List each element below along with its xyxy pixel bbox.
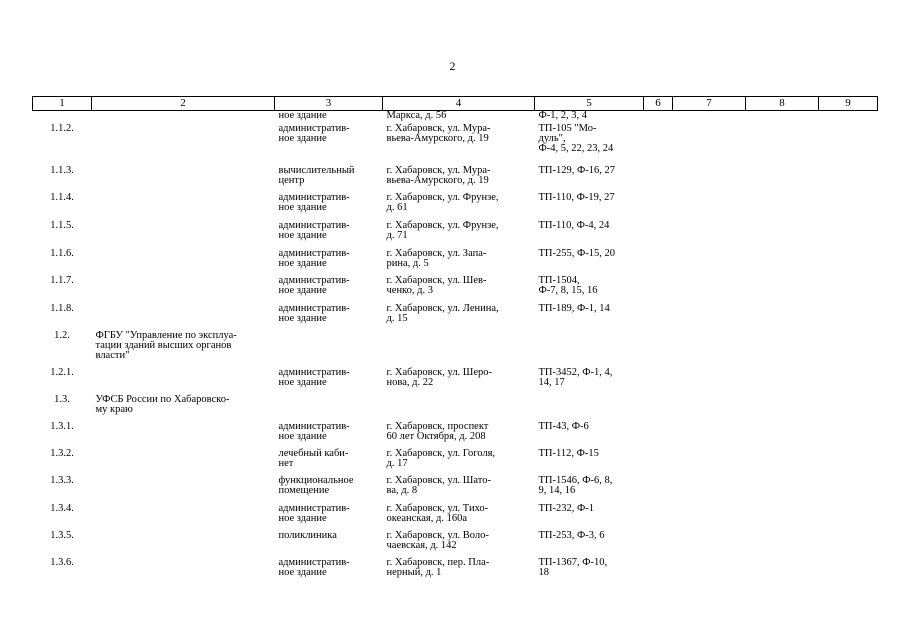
power-source-cell (535, 276, 644, 304)
empty-cell (644, 124, 673, 166)
empty-cell (746, 449, 819, 476)
column-header: 6 (644, 97, 673, 111)
power-source-cell (535, 331, 644, 368)
object-type-cell (275, 124, 383, 166)
object-type: поликлиника (278, 529, 337, 541)
empty-cell (746, 193, 819, 221)
object-type: административ- ное здание (278, 274, 350, 296)
object-address-cell (383, 395, 535, 422)
power-source-cell (535, 476, 644, 504)
row-number-cell (33, 368, 92, 395)
empty-cell (819, 249, 878, 276)
empty-cell (746, 504, 819, 531)
empty-cell (819, 166, 878, 193)
document-table (32, 96, 878, 585)
empty-cell (673, 422, 746, 449)
object-address: г. Хабаровск, ул. Мура- вьева-Амурского, д. 19 (386, 122, 491, 144)
table-row (33, 368, 878, 395)
empty-cell (746, 476, 819, 504)
object-address: г. Хабаровск, проспект 60 лет Октября, д. 208 (386, 420, 489, 442)
empty-cell (819, 124, 878, 166)
power-source: ТП-1546, Ф-6, 8, 9, 14, 16 (538, 474, 613, 496)
row-number: 1.1.4. (50, 191, 74, 203)
object-address-cell (383, 193, 535, 221)
row-number-cell (33, 531, 92, 558)
empty-cell (819, 558, 878, 585)
empty-cell (746, 249, 819, 276)
empty-cell (644, 166, 673, 193)
empty-cell (746, 111, 819, 124)
object-address: г. Хабаровск, ул. Воло- чаевская, д. 142 (386, 529, 489, 551)
empty-cell (819, 476, 878, 504)
object-address-cell (383, 368, 535, 395)
table-row (33, 476, 878, 504)
object-address: г. Хабаровск, ул. Фрунзе, д. 61 (386, 191, 499, 213)
empty-cell (746, 124, 819, 166)
row-number: 1.3.4. (50, 502, 74, 514)
empty-cell (673, 368, 746, 395)
power-source: ТП-1367, Ф-10, 18 (538, 556, 608, 578)
power-source-cell (535, 111, 644, 124)
organization-name: УФСБ России по Хабаровско- му краю (95, 393, 230, 415)
empty-cell (644, 111, 673, 124)
power-source-cell (535, 193, 644, 221)
table-row (33, 504, 878, 531)
object-address-cell (383, 304, 535, 331)
object-address: г. Хабаровск, ул. Мура- вьева-Амурского, д. 19 (386, 164, 491, 186)
table-row (33, 531, 878, 558)
object-type-cell (275, 193, 383, 221)
table-header-row (33, 97, 878, 111)
row-number: 1.3.6. (50, 556, 74, 568)
object-address: г. Хабаровск, ул. Шев- ченко, д. 3 (386, 274, 487, 296)
column-header: 8 (746, 97, 819, 111)
organization-name-cell (92, 504, 275, 531)
empty-cell (644, 368, 673, 395)
object-type: административ- ное здание (278, 247, 350, 269)
object-address: г. Хабаровск, пер. Пла- нерный, д. 1 (386, 556, 490, 578)
empty-cell (746, 221, 819, 249)
object-type: лечебный каби- нет (278, 447, 349, 469)
organization-name-cell (92, 276, 275, 304)
empty-cell (644, 249, 673, 276)
object-type-cell (275, 368, 383, 395)
object-address: г. Хабаровск, ул. Запа- рина, д. 5 (386, 247, 487, 269)
power-source-cell (535, 221, 644, 249)
empty-cell (819, 304, 878, 331)
row-number: 1.1.6. (50, 247, 74, 259)
object-type: вычислительный центр (278, 164, 355, 186)
organization-name-cell (92, 368, 275, 395)
power-source: Ф-1, 2, 3, 4 (538, 110, 588, 121)
table-body (33, 111, 878, 585)
organization-name-cell (92, 476, 275, 504)
empty-cell (644, 304, 673, 331)
empty-cell (644, 331, 673, 368)
page-number: 2 (449, 59, 456, 73)
object-address-cell (383, 422, 535, 449)
table-row (33, 124, 878, 166)
organization-name-cell (92, 422, 275, 449)
organization-name-cell (92, 166, 275, 193)
object-address-cell (383, 531, 535, 558)
row-number: 1.3.2. (50, 447, 74, 459)
empty-cell (644, 193, 673, 221)
row-number: 1.1.3. (50, 164, 74, 176)
object-type: административ- ное здание (278, 502, 350, 524)
empty-cell (746, 558, 819, 585)
empty-cell (819, 449, 878, 476)
object-address: г. Хабаровск, ул. Гоголя, д. 17 (386, 447, 496, 469)
row-number: 1.2.1. (50, 366, 74, 378)
power-source: ТП-129, Ф-16, 27 (538, 164, 616, 176)
object-type-cell (275, 504, 383, 531)
power-source: ТП-253, Ф-3, 6 (538, 529, 605, 541)
organization-name-cell (92, 531, 275, 558)
empty-cell (673, 193, 746, 221)
empty-cell (673, 331, 746, 368)
object-address-cell (383, 249, 535, 276)
power-source-cell (535, 558, 644, 585)
organization-name-cell (92, 124, 275, 166)
table-row (33, 558, 878, 585)
object-type: административ- ное здание (278, 302, 350, 324)
table-row (33, 111, 878, 124)
power-source: ТП-110, Ф-19, 27 (538, 191, 615, 203)
empty-cell (644, 504, 673, 531)
object-type-cell (275, 111, 383, 124)
object-address: г. Хабаровск, ул. Шато- ва, д. 8 (386, 474, 491, 496)
object-type-cell (275, 422, 383, 449)
object-type-cell (275, 166, 383, 193)
organization-name-cell (92, 304, 275, 331)
organization-name: ФГБУ "Управление по эксплуа- тации зданий высших органов власти" (95, 329, 237, 361)
empty-cell (819, 504, 878, 531)
empty-cell (746, 304, 819, 331)
row-number-cell (33, 304, 92, 331)
empty-cell (644, 422, 673, 449)
organization-name-cell (92, 331, 275, 368)
empty-cell (746, 166, 819, 193)
object-address-cell (383, 166, 535, 193)
power-source: ТП-112, Ф-15 (538, 447, 599, 459)
organization-name-cell (92, 111, 275, 124)
object-address: г. Хабаровск, ул. Ленина, д. 15 (386, 302, 499, 324)
power-source-cell (535, 368, 644, 395)
empty-cell (673, 304, 746, 331)
column-header: 9 (819, 97, 878, 111)
table-row (33, 449, 878, 476)
object-type-cell (275, 276, 383, 304)
empty-cell (673, 166, 746, 193)
column-header: 5 (535, 97, 644, 111)
row-number-cell (33, 221, 92, 249)
empty-cell (819, 422, 878, 449)
table-row (33, 276, 878, 304)
row-number-cell (33, 331, 92, 368)
object-type-cell (275, 221, 383, 249)
power-source-cell (535, 422, 644, 449)
table-row (33, 395, 878, 422)
table-row (33, 221, 878, 249)
column-header: 1 (33, 97, 92, 111)
organization-name-cell (92, 249, 275, 276)
object-address-cell (383, 221, 535, 249)
empty-cell (819, 111, 878, 124)
power-source: ТП-1504, Ф-7, 8, 15, 16 (538, 274, 598, 296)
organization-name-cell (92, 221, 275, 249)
table-row (33, 193, 878, 221)
empty-cell (673, 531, 746, 558)
row-number-cell (33, 124, 92, 166)
column-header: 7 (673, 97, 746, 111)
row-number: 1.3.1. (50, 420, 74, 432)
row-number-cell (33, 276, 92, 304)
row-number-cell (33, 249, 92, 276)
object-address-cell (383, 111, 535, 124)
object-type: административ- ное здание (278, 556, 350, 578)
row-number: 1.3.5. (50, 529, 74, 541)
row-number-cell (33, 111, 92, 124)
object-type: административ- ное здание (278, 191, 350, 213)
power-source: ТП-189, Ф-1, 14 (538, 302, 610, 314)
column-header: 3 (275, 97, 383, 111)
empty-cell (746, 422, 819, 449)
empty-cell (644, 558, 673, 585)
row-number: 1.1.7. (50, 274, 74, 286)
row-number-cell (33, 422, 92, 449)
object-type-cell (275, 395, 383, 422)
object-type-cell (275, 531, 383, 558)
empty-cell (673, 124, 746, 166)
organization-name-cell (92, 449, 275, 476)
object-address: г. Хабаровск, ул. Фрунзе, д. 71 (386, 219, 499, 241)
object-address-cell (383, 504, 535, 531)
object-address: г. Хабаровск, ул. Тихо- океанская, д. 160а (386, 502, 489, 524)
empty-cell (673, 449, 746, 476)
empty-cell (746, 395, 819, 422)
object-type-cell (275, 331, 383, 368)
row-number: 1.1.5. (50, 219, 74, 231)
empty-cell (644, 395, 673, 422)
column-header: 2 (92, 97, 275, 111)
object-address: Маркса, д. 56 (386, 110, 447, 121)
object-address-cell (383, 449, 535, 476)
empty-cell (746, 531, 819, 558)
row-number-cell (33, 166, 92, 193)
power-source-cell (535, 249, 644, 276)
empty-cell (644, 449, 673, 476)
object-address-cell (383, 124, 535, 166)
object-address-cell (383, 276, 535, 304)
power-source: ТП-110, Ф-4, 24 (538, 219, 610, 231)
table-row (33, 331, 878, 368)
object-type-cell (275, 449, 383, 476)
power-source: ТП-3452, Ф-1, 4, 14, 17 (538, 366, 613, 388)
row-number: 1.2. (54, 329, 70, 341)
organization-name-cell (92, 395, 275, 422)
power-source-cell (535, 166, 644, 193)
table-row (33, 166, 878, 193)
power-source-cell (535, 395, 644, 422)
empty-cell (673, 111, 746, 124)
row-number-cell (33, 395, 92, 422)
empty-cell (644, 531, 673, 558)
row-number: 1.1.2. (50, 122, 74, 134)
organization-name-cell (92, 558, 275, 585)
row-number: 1.3. (54, 393, 70, 405)
empty-cell (819, 395, 878, 422)
row-number: 1.3.3. (50, 474, 74, 486)
row-number-cell (33, 193, 92, 221)
power-source: ТП-255, Ф-15, 20 (538, 247, 616, 259)
power-source: ТП-105 "Мо- дуль", Ф-4, 5, 22, 23, 24 (538, 122, 614, 154)
column-header: 4 (383, 97, 535, 111)
power-source-cell (535, 531, 644, 558)
empty-cell (673, 504, 746, 531)
organization-name-cell (92, 193, 275, 221)
row-number: 1.1.8. (50, 302, 74, 314)
empty-cell (673, 395, 746, 422)
empty-cell (644, 221, 673, 249)
empty-cell (746, 368, 819, 395)
object-type-cell (275, 304, 383, 331)
object-type: функциональное помещение (278, 474, 354, 496)
power-source-cell (535, 449, 644, 476)
row-number-cell (33, 504, 92, 531)
object-type: административ- ное здание (278, 420, 350, 442)
row-number-cell (33, 476, 92, 504)
object-type: административ- ное здание (278, 366, 350, 388)
empty-cell (673, 249, 746, 276)
object-type-cell (275, 249, 383, 276)
object-type-cell (275, 558, 383, 585)
object-address-cell (383, 558, 535, 585)
empty-cell (819, 276, 878, 304)
empty-cell (819, 368, 878, 395)
power-source-cell (535, 124, 644, 166)
object-type: административ- ное здание (278, 219, 350, 241)
table-row (33, 304, 878, 331)
empty-cell (819, 193, 878, 221)
empty-cell (673, 276, 746, 304)
row-number-cell (33, 449, 92, 476)
object-address: г. Хабаровск, ул. Шеро- нова, д. 22 (386, 366, 493, 388)
empty-cell (644, 276, 673, 304)
empty-cell (673, 221, 746, 249)
table-row (33, 249, 878, 276)
object-type-cell (275, 476, 383, 504)
empty-cell (673, 558, 746, 585)
table-row (33, 422, 878, 449)
empty-cell (644, 476, 673, 504)
object-type: ное здание (278, 110, 327, 121)
empty-cell (819, 531, 878, 558)
empty-cell (819, 331, 878, 368)
object-address-cell (383, 476, 535, 504)
power-source-cell (535, 504, 644, 531)
power-source: ТП-43, Ф-6 (538, 420, 589, 432)
power-source: ТП-232, Ф-1 (538, 502, 595, 514)
power-source-cell (535, 304, 644, 331)
object-address-cell (383, 331, 535, 368)
row-number-cell (33, 558, 92, 585)
empty-cell (673, 476, 746, 504)
empty-cell (819, 221, 878, 249)
object-type: административ- ное здание (278, 122, 350, 144)
empty-cell (746, 276, 819, 304)
empty-cell (746, 331, 819, 368)
